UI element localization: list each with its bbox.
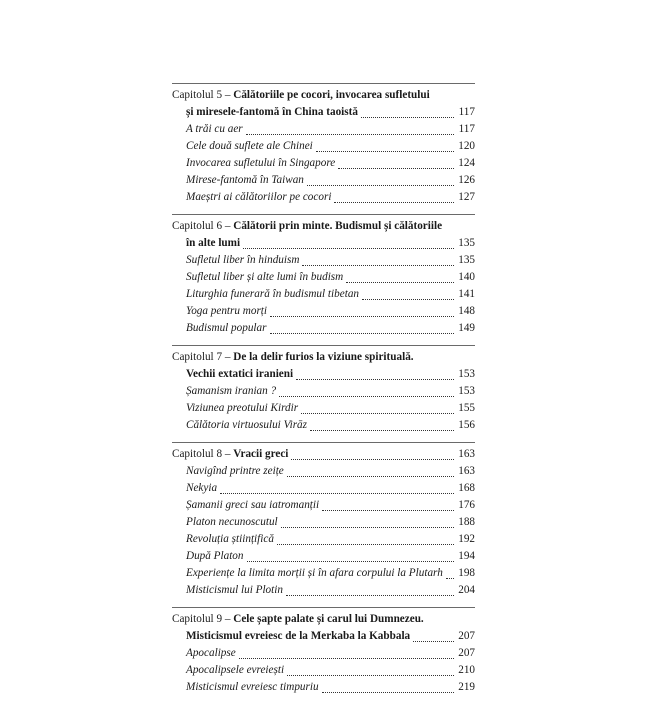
entry-title: Vechii extatici iranieni [186,368,294,380]
page-number: 210 [458,664,475,676]
section-entry [172,303,475,320]
entry-title: Yoga pentru morți [186,305,268,317]
chapter-separator: – [222,351,234,363]
page-number: 126 [458,174,475,186]
page-number: 207 [458,647,475,659]
entry-title: Revoluția științifică [186,533,274,545]
section-entry [172,514,475,531]
chapter-separator: – [222,220,234,232]
chapter-heading [172,87,475,104]
section-entry [172,480,475,497]
entry-title: Șamanii greci sau iatromanții [186,499,320,511]
entry-title: Viziunea preotului Kirdir [186,402,299,414]
entry-title: Misticismul lui Plotin [186,584,283,596]
chapter-heading [172,218,475,235]
entry-title: Misticismul evreiesc de la Merkaba la Kabbala [186,630,411,642]
page-number: 153 [458,385,475,397]
chapter-block [172,607,475,696]
chapter-label: Capitolul 8 [172,448,223,460]
dot-leader [287,468,454,477]
page-number: 117 [458,106,475,118]
entry-title: Sufletul liber și alte lumi în budism [186,271,344,283]
entry-title: Nekyia [186,482,218,494]
dot-leader [291,451,454,460]
entry-title: Liturghia funerară în budismul tibetan [186,288,360,300]
chapter-heading [172,446,475,463]
entry-title: Maeștri ai călătoriilor pe cocori [186,191,332,203]
chapter-label: Capitolul 7 [172,351,223,363]
section-entry [172,565,475,582]
table-of-contents [172,83,475,704]
page-number: 192 [458,533,475,545]
entry-title: Misticismul evreiesc timpuriu [186,681,319,693]
dot-leader [270,308,454,317]
section-entry [172,269,475,286]
dot-leader [239,650,454,659]
page-number: 135 [458,237,475,249]
chapter-separator: – [222,448,234,460]
entry-title: Apocalipsele evreiești [186,664,285,676]
entry-title: Cele două suflete ale Chinei [186,140,313,152]
page-number: 149 [458,322,475,334]
section-entry [172,497,475,514]
chapter-heading [172,349,475,366]
section-entry [172,383,475,400]
chapter-heading [172,611,475,628]
entry-title: Șamanism iranian ? [186,385,277,397]
section-entry [172,531,475,548]
dot-leader [307,177,454,186]
page-number: 140 [458,271,475,283]
entry-title: Invocarea sufletului în Singapore [186,157,336,169]
page-number: 120 [458,140,475,152]
chapter-title: De la delir furios la viziune spirituală. [233,351,414,363]
dot-leader [301,405,454,414]
entry-title: Platon necunoscutul [186,516,278,528]
page-number: 156 [458,419,475,431]
section-entry [172,679,475,696]
chapter-block [172,214,475,337]
dot-leader [277,536,454,545]
page-number: 207 [458,630,475,642]
chapter-title: Cele șapte palate și carul lui Dumnezeu. [233,613,424,625]
dot-leader [302,257,454,266]
dot-leader [322,502,454,511]
chapter-title-continued [172,235,475,252]
chapter-title: Călătoriile pe cocori, invocarea sufletului [233,89,430,101]
chapter-title: Călătorii prin minte. Budismul și călătoriile [233,220,443,232]
chapter-block [172,83,475,206]
dot-leader [413,633,454,642]
entry-title: Apocalipse [186,647,236,659]
chapter-label: Capitolul 9 [172,613,223,625]
section-entry [172,121,475,138]
page-number: 124 [458,157,475,169]
section-entry [172,417,475,434]
dot-leader [310,422,454,431]
dot-leader [279,388,454,397]
section-entry [172,548,475,565]
section-entry [172,155,475,172]
section-entry [172,320,475,337]
section-entry [172,286,475,303]
chapter-title-continued [172,104,475,121]
page-number: 204 [458,584,475,596]
dot-leader [270,325,455,334]
dot-leader [362,291,454,300]
page-number: 163 [458,448,475,460]
dot-leader [247,553,455,562]
entry-title: Mirese-fantomă în Taiwan [186,174,304,186]
chapter-label: Capitolul 6 [172,220,223,232]
page-number: 163 [458,465,475,477]
chapter-block [172,345,475,434]
section-entry [172,582,475,599]
dot-leader [322,684,454,693]
dot-leader [286,587,454,596]
entry-title: A trăi cu aer [186,123,243,135]
chapter-block [172,442,475,599]
page-number: 168 [458,482,475,494]
section-entry [172,172,475,189]
section-entry [172,662,475,679]
chapter-label: Capitolul 5 [172,89,223,101]
page-number: 198 [458,567,475,579]
entry-title: Călătoria virtuosului Virāz [186,419,308,431]
entry-title: După Platon [186,550,244,562]
page-number: 148 [458,305,475,317]
section-entry [172,189,475,206]
entry-title: Budismul popular [186,322,267,334]
chapter-heading-text [172,446,288,463]
dot-leader [346,274,454,283]
section-entry [172,138,475,155]
chapter-title: Vracii greci [233,448,289,460]
page-number: 176 [458,499,475,511]
section-entry [172,252,475,269]
chapter-separator: – [222,613,234,625]
entry-title: Sufletul liber în hinduism [186,254,300,266]
dot-leader [296,371,454,380]
entry-title: Experiențe la limita morții și în afara corpului la Plutarh [186,567,443,579]
page-number: 188 [458,516,475,528]
dot-leader [338,160,454,169]
entry-title: în alte lumi [186,237,241,249]
entry-title: Navigînd printre zeițe [186,465,284,477]
page-number: 153 [458,368,475,380]
dot-leader [334,194,454,203]
dot-leader [246,126,454,135]
dot-leader [220,485,454,494]
chapter-separator: – [222,89,234,101]
page-number: 117 [458,123,475,135]
page-number: 127 [458,191,475,203]
page-number: 194 [458,550,475,562]
entry-title: și miresele-fantomă în China taoistă [186,106,358,118]
dot-leader [287,667,454,676]
page-number: 155 [458,402,475,414]
page-number: 141 [458,288,475,300]
section-entry [172,400,475,417]
section-entry [172,645,475,662]
dot-leader [361,109,454,118]
chapter-title-continued [172,628,475,645]
chapter-title-continued [172,366,475,383]
page-number: 135 [458,254,475,266]
page-number: 219 [458,681,475,693]
dot-leader [281,519,454,528]
dot-leader [316,143,454,152]
section-entry [172,463,475,480]
dot-leader [446,570,454,579]
dot-leader [243,240,454,249]
